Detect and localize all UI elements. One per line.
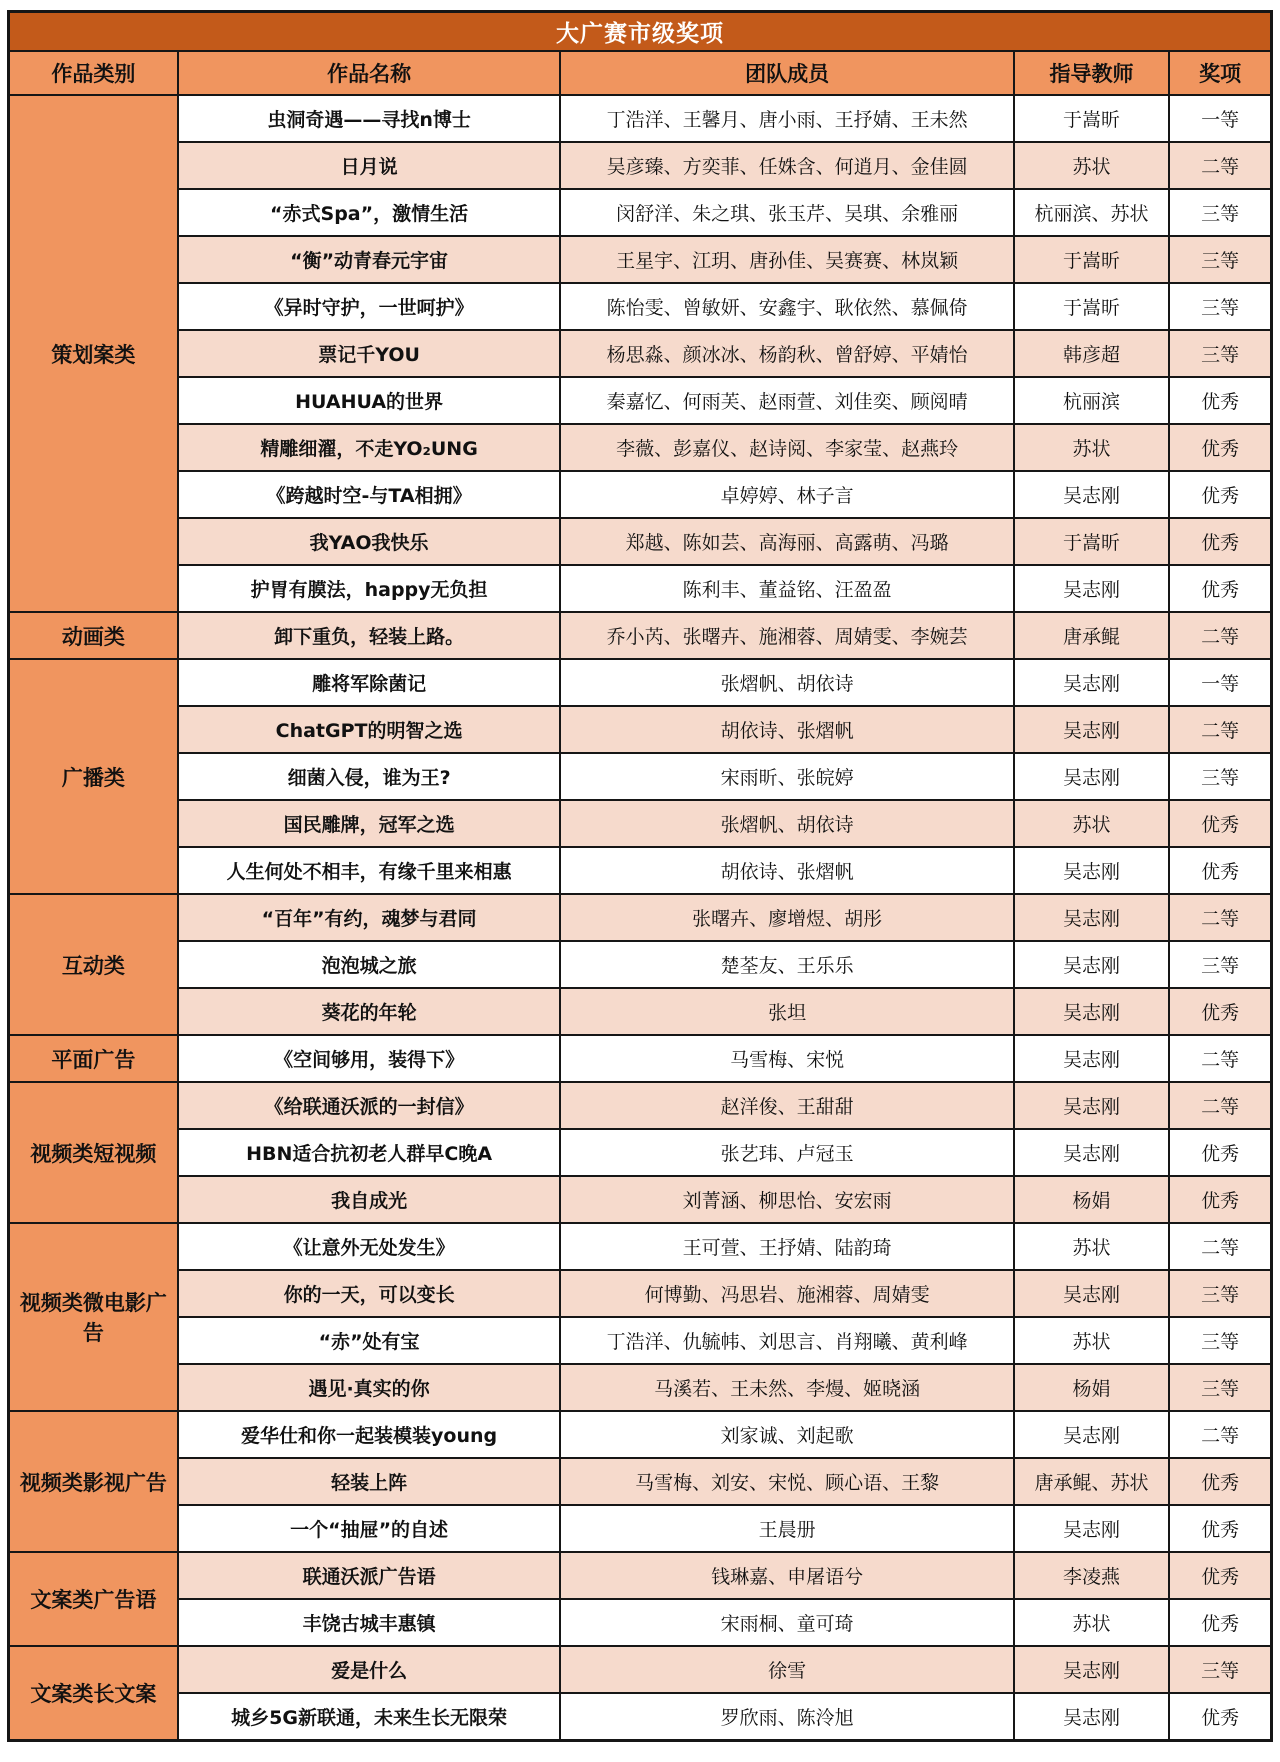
team-members-cell: 李薇、彭嘉仪、赵诗阅、李家莹、赵燕玲 — [560, 424, 1013, 471]
advisor-cell: 苏状 — [1014, 424, 1169, 471]
work-name-cell: 票记千YOU — [178, 330, 561, 377]
work-name-cell: 我自成光 — [178, 1176, 561, 1223]
table-row — [9, 988, 1272, 1035]
table-row — [9, 1364, 1272, 1411]
work-name-cell: 《异时守护，一世呵护》 — [178, 283, 561, 330]
award-cell: 三等 — [1169, 189, 1271, 236]
award-cell: 优秀 — [1169, 1458, 1271, 1505]
advisor-cell: 杭丽滨、苏状 — [1014, 189, 1169, 236]
column-header-advisor: 指导教师 — [1014, 51, 1169, 95]
award-cell: 三等 — [1169, 1270, 1271, 1317]
category-cell: 视频类微电影广告 — [9, 1223, 178, 1411]
award-cell: 三等 — [1169, 330, 1271, 377]
advisor-cell: 唐承鲲、苏状 — [1014, 1458, 1169, 1505]
table-row — [9, 142, 1272, 189]
advisor-cell: 吴志刚 — [1014, 941, 1169, 988]
table-row — [9, 1599, 1272, 1646]
award-cell: 二等 — [1169, 706, 1271, 753]
team-members-cell: 马溪若、王未然、李熳、姬晓涵 — [560, 1364, 1013, 1411]
work-name-cell: 泡泡城之旅 — [178, 941, 561, 988]
team-members-cell: 宋雨桐、童可琦 — [560, 1599, 1013, 1646]
table-header-row — [9, 51, 1272, 95]
advisor-cell: 苏状 — [1014, 1599, 1169, 1646]
category-cell: 策划案类 — [9, 95, 178, 612]
advisor-cell: 于嵩昕 — [1014, 236, 1169, 283]
work-name-cell: 《给联通沃派的一封信》 — [178, 1082, 561, 1129]
category-cell: 视频类短视频 — [9, 1082, 178, 1223]
award-cell: 优秀 — [1169, 1693, 1271, 1740]
work-name-cell: 《空间够用，装得下》 — [178, 1035, 561, 1082]
team-members-cell: 胡依诗、张熠帆 — [560, 706, 1013, 753]
work-name-cell: 国民雕牌，冠军之选 — [178, 800, 561, 847]
advisor-cell: 吴志刚 — [1014, 1693, 1169, 1740]
team-members-cell: 秦嘉忆、何雨芙、赵雨萱、刘佳奕、顾阅晴 — [560, 377, 1013, 424]
advisor-cell: 吴志刚 — [1014, 1082, 1169, 1129]
table-row — [9, 1082, 1272, 1129]
advisor-cell: 于嵩昕 — [1014, 283, 1169, 330]
table-row — [9, 330, 1272, 377]
team-members-cell: 刘家诚、刘起歌 — [560, 1411, 1013, 1458]
award-cell: 优秀 — [1169, 800, 1271, 847]
award-cell: 优秀 — [1169, 377, 1271, 424]
work-name-cell: 一个“抽屉”的自述 — [178, 1505, 561, 1552]
award-cell: 优秀 — [1169, 518, 1271, 565]
team-members-cell: 陈利丰、董益铭、汪盈盈 — [560, 565, 1013, 612]
advisor-cell: 吴志刚 — [1014, 988, 1169, 1035]
team-members-cell: 卓婷婷、林子言 — [560, 471, 1013, 518]
advisor-cell: 吴志刚 — [1014, 565, 1169, 612]
awards-table — [7, 10, 1273, 1742]
award-cell: 优秀 — [1169, 1505, 1271, 1552]
category-cell: 广播类 — [9, 659, 178, 894]
advisor-cell: 吴志刚 — [1014, 659, 1169, 706]
work-name-cell: 我YAO我快乐 — [178, 518, 561, 565]
work-name-cell: 《让意外无处发生》 — [178, 1223, 561, 1270]
team-members-cell: 罗欣雨、陈泠旭 — [560, 1693, 1013, 1740]
work-name-cell: 爱华仕和你一起装模装young — [178, 1411, 561, 1458]
table-row — [9, 236, 1272, 283]
advisor-cell: 于嵩昕 — [1014, 95, 1169, 142]
advisor-cell: 吴志刚 — [1014, 1505, 1169, 1552]
award-cell: 三等 — [1169, 941, 1271, 988]
table-row — [9, 1129, 1272, 1176]
team-members-cell: 闵舒洋、朱之琪、张玉芹、吴琪、余雅丽 — [560, 189, 1013, 236]
advisor-cell: 李凌燕 — [1014, 1552, 1169, 1599]
award-cell: 优秀 — [1169, 424, 1271, 471]
work-name-cell: 卸下重负，轻装上路。 — [178, 612, 561, 659]
team-members-cell: 丁浩洋、仇毓帏、刘思言、肖翔曦、黄利峰 — [560, 1317, 1013, 1364]
work-name-cell: 你的一天，可以变长 — [178, 1270, 561, 1317]
award-cell: 优秀 — [1169, 988, 1271, 1035]
advisor-cell: 吴志刚 — [1014, 894, 1169, 941]
award-cell: 优秀 — [1169, 1129, 1271, 1176]
awards-table-body — [9, 95, 1272, 1740]
table-row — [9, 1646, 1272, 1693]
table-row — [9, 612, 1272, 659]
column-header-team-members: 团队成员 — [560, 51, 1013, 95]
team-members-cell: 张曙卉、廖增煜、胡彤 — [560, 894, 1013, 941]
category-cell: 互动类 — [9, 894, 178, 1035]
team-members-cell: 杨思淼、颜冰冰、杨韵秋、曾舒婷、平婧怡 — [560, 330, 1013, 377]
advisor-cell: 吴志刚 — [1014, 753, 1169, 800]
team-members-cell: 钱琳嘉、申屠语兮 — [560, 1552, 1013, 1599]
table-row — [9, 424, 1272, 471]
table-row — [9, 283, 1272, 330]
award-cell: 三等 — [1169, 1364, 1271, 1411]
award-cell: 三等 — [1169, 236, 1271, 283]
table-row — [9, 894, 1272, 941]
team-members-cell: 王可萱、王抒婧、陆韵琦 — [560, 1223, 1013, 1270]
award-cell: 优秀 — [1169, 565, 1271, 612]
award-cell: 二等 — [1169, 894, 1271, 941]
column-header-category: 作品类别 — [9, 51, 178, 95]
team-members-cell: 张熠帆、胡依诗 — [560, 800, 1013, 847]
award-cell: 二等 — [1169, 1035, 1271, 1082]
work-name-cell: 爱是什么 — [178, 1646, 561, 1693]
advisor-cell: 吴志刚 — [1014, 1646, 1169, 1693]
advisor-cell: 于嵩昕 — [1014, 518, 1169, 565]
advisor-cell: 吴志刚 — [1014, 1035, 1169, 1082]
team-members-cell: 何博勤、冯思岩、施湘蓉、周婧雯 — [560, 1270, 1013, 1317]
table-row — [9, 1505, 1272, 1552]
table-row — [9, 1176, 1272, 1223]
table-row — [9, 1411, 1272, 1458]
table-row — [9, 753, 1272, 800]
work-name-cell: 虫洞奇遇——寻找n博士 — [178, 95, 561, 142]
award-cell: 二等 — [1169, 1082, 1271, 1129]
table-row — [9, 189, 1272, 236]
team-members-cell: 胡依诗、张熠帆 — [560, 847, 1013, 894]
table-row — [9, 518, 1272, 565]
work-name-cell: 细菌入侵，谁为王? — [178, 753, 561, 800]
category-cell: 文案类广告语 — [9, 1552, 178, 1646]
table-row — [9, 659, 1272, 706]
work-name-cell: 护胃有膜法，happy无负担 — [178, 565, 561, 612]
table-row — [9, 377, 1272, 424]
team-members-cell: 吴彦臻、方奕菲、任姝含、何逍月、金佳圆 — [560, 142, 1013, 189]
team-members-cell: 张艺玮、卢冠玉 — [560, 1129, 1013, 1176]
column-header-work-name: 作品名称 — [178, 51, 561, 95]
team-members-cell: 徐雪 — [560, 1646, 1013, 1693]
advisor-cell: 吴志刚 — [1014, 847, 1169, 894]
category-cell: 平面广告 — [9, 1035, 178, 1082]
award-cell: 一等 — [1169, 659, 1271, 706]
team-members-cell: 张熠帆、胡依诗 — [560, 659, 1013, 706]
work-name-cell: “赤”处有宝 — [178, 1317, 561, 1364]
work-name-cell: “百年”有约，魂梦与君同 — [178, 894, 561, 941]
award-cell: 优秀 — [1169, 1599, 1271, 1646]
team-members-cell: 赵洋俊、王甜甜 — [560, 1082, 1013, 1129]
table-row — [9, 1552, 1272, 1599]
table-row — [9, 706, 1272, 753]
table-row — [9, 847, 1272, 894]
team-members-cell: 张坦 — [560, 988, 1013, 1035]
work-name-cell: “赤式Spa”，激情生活 — [178, 189, 561, 236]
award-cell: 优秀 — [1169, 1552, 1271, 1599]
work-name-cell: HBN适合抗初老人群早C晚A — [178, 1129, 561, 1176]
advisor-cell: 杨娟 — [1014, 1364, 1169, 1411]
advisor-cell: 杭丽滨 — [1014, 377, 1169, 424]
work-name-cell: 轻装上阵 — [178, 1458, 561, 1505]
table-row — [9, 1693, 1272, 1740]
table-row — [9, 800, 1272, 847]
award-cell: 三等 — [1169, 1317, 1271, 1364]
award-cell: 三等 — [1169, 283, 1271, 330]
category-cell: 视频类影视广告 — [9, 1411, 178, 1552]
award-cell: 二等 — [1169, 1411, 1271, 1458]
team-members-cell: 马雪梅、宋悦 — [560, 1035, 1013, 1082]
table-row — [9, 95, 1272, 142]
category-cell: 文案类长文案 — [9, 1646, 178, 1740]
team-members-cell: 马雪梅、刘安、宋悦、顾心语、王黎 — [560, 1458, 1013, 1505]
award-cell: 优秀 — [1169, 1176, 1271, 1223]
team-members-cell: 王星宇、江玥、唐孙佳、吴赛赛、林岚颖 — [560, 236, 1013, 283]
advisor-cell: 苏状 — [1014, 1317, 1169, 1364]
award-cell: 三等 — [1169, 1646, 1271, 1693]
work-name-cell: “衡”动青春元宇宙 — [178, 236, 561, 283]
advisor-cell: 吴志刚 — [1014, 1129, 1169, 1176]
advisor-cell: 苏状 — [1014, 1223, 1169, 1270]
team-members-cell: 王晨册 — [560, 1505, 1013, 1552]
work-name-cell: 遇见·真实的你 — [178, 1364, 561, 1411]
work-name-cell: ChatGPT的明智之选 — [178, 706, 561, 753]
work-name-cell: 联通沃派广告语 — [178, 1552, 561, 1599]
work-name-cell: 《跨越时空-与TA相拥》 — [178, 471, 561, 518]
advisor-cell: 吴志刚 — [1014, 706, 1169, 753]
work-name-cell: 丰饶古城丰惠镇 — [178, 1599, 561, 1646]
team-members-cell: 郑越、陈如芸、高海丽、高露萌、冯璐 — [560, 518, 1013, 565]
advisor-cell: 唐承鲲 — [1014, 612, 1169, 659]
advisor-cell: 韩彦超 — [1014, 330, 1169, 377]
advisor-cell: 吴志刚 — [1014, 471, 1169, 518]
team-members-cell: 宋雨昕、张皖婷 — [560, 753, 1013, 800]
work-name-cell: 日月说 — [178, 142, 561, 189]
table-row — [9, 1458, 1272, 1505]
table-row — [9, 1223, 1272, 1270]
advisor-cell: 吴志刚 — [1014, 1270, 1169, 1317]
team-members-cell: 陈怡雯、曾敏妍、安鑫宇、耿依然、慕佩倚 — [560, 283, 1013, 330]
table-row — [9, 941, 1272, 988]
team-members-cell: 刘菁涵、柳思怡、安宏雨 — [560, 1176, 1013, 1223]
work-name-cell: 雕将军除菌记 — [178, 659, 561, 706]
table-row — [9, 1035, 1272, 1082]
work-name-cell: 人生何处不相丰，有缘千里来相惠 — [178, 847, 561, 894]
work-name-cell: 精雕细濯，不走YO₂UNG — [178, 424, 561, 471]
team-members-cell: 丁浩洋、王馨月、唐小雨、王抒婧、王未然 — [560, 95, 1013, 142]
team-members-cell: 楚荃友、王乐乐 — [560, 941, 1013, 988]
advisor-cell: 苏状 — [1014, 142, 1169, 189]
table-row — [9, 1270, 1272, 1317]
advisor-cell: 吴志刚 — [1014, 1411, 1169, 1458]
advisor-cell: 杨娟 — [1014, 1176, 1169, 1223]
team-members-cell: 乔小芮、张曙卉、施湘蓉、周婧雯、李婉芸 — [560, 612, 1013, 659]
table-row — [9, 565, 1272, 612]
page-title: 大广赛市级奖项 — [9, 12, 1272, 52]
award-cell: 二等 — [1169, 612, 1271, 659]
column-header-award: 奖项 — [1169, 51, 1271, 95]
work-name-cell: 城乡5G新联通，未来生长无限荣 — [178, 1693, 561, 1740]
work-name-cell: 葵花的年轮 — [178, 988, 561, 1035]
award-cell: 二等 — [1169, 142, 1271, 189]
table-row — [9, 1317, 1272, 1364]
work-name-cell: HUAHUA的世界 — [178, 377, 561, 424]
award-cell: 优秀 — [1169, 471, 1271, 518]
award-cell: 优秀 — [1169, 847, 1271, 894]
advisor-cell: 苏状 — [1014, 800, 1169, 847]
category-cell: 动画类 — [9, 612, 178, 659]
table-title-row — [9, 12, 1272, 52]
award-cell: 三等 — [1169, 753, 1271, 800]
award-cell: 一等 — [1169, 95, 1271, 142]
table-row — [9, 471, 1272, 518]
award-cell: 二等 — [1169, 1223, 1271, 1270]
